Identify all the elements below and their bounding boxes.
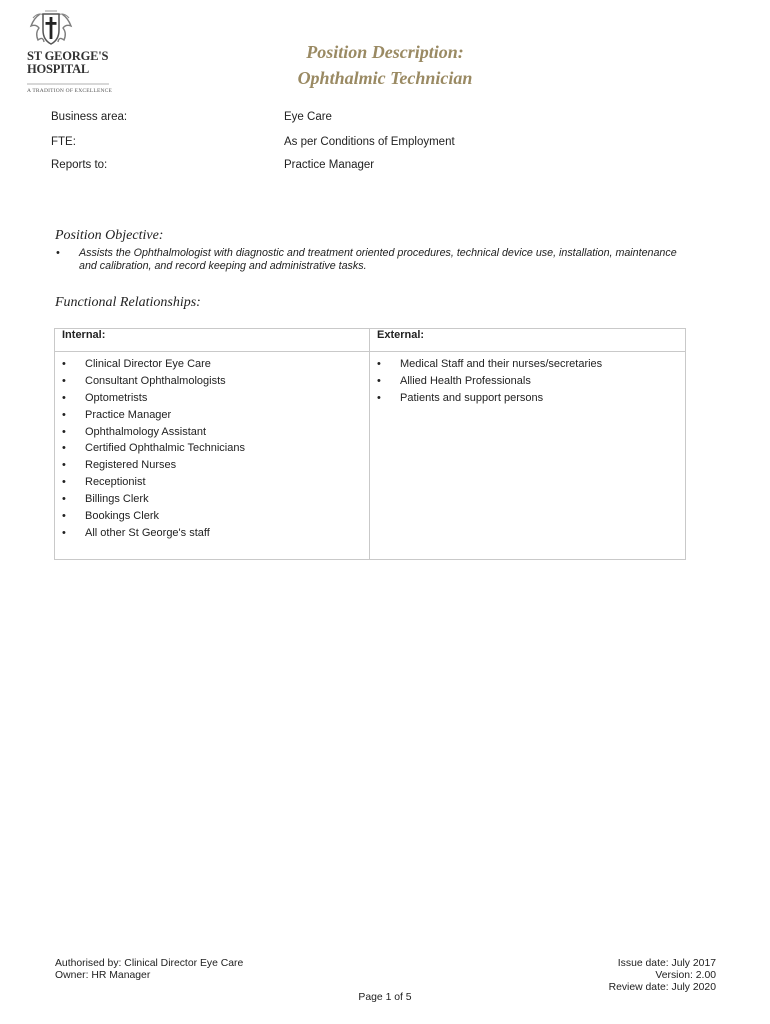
bullet-icon: • (56, 247, 60, 259)
list-item-text: Clinical Director Eye Care (85, 358, 211, 370)
footer-right (609, 958, 716, 994)
list-item-text: Optometrists (85, 391, 148, 404)
external-list (370, 357, 685, 408)
position-objective-text: Assists the Ophthalmologist with diagnostic and treatment oriented procedures, technical device use, installation, maintenance and calibration, and record keeping and administrative tasks. (79, 247, 677, 272)
bullet-icon: • (377, 374, 381, 387)
bullet-icon: • (62, 510, 66, 523)
internal-list (55, 357, 369, 543)
bullet-icon: • (62, 391, 66, 404)
version: Version: 2.00 (655, 970, 716, 981)
list-item-text: All other St George's staff (85, 526, 210, 539)
footer-left (55, 958, 243, 982)
logo-divider (27, 83, 109, 85)
bullet-icon: • (62, 425, 66, 438)
list-item-text: Billings Clerk (85, 493, 149, 506)
list-item-text: Ophthalmology Assistant (85, 425, 207, 438)
document-title-line1: Position Description: (306, 42, 464, 62)
owner: Owner: HR Manager (55, 970, 151, 981)
bullet-icon: • (377, 358, 381, 370)
list-item (370, 357, 685, 374)
functional-relationships-heading: Functional Relationships: (55, 295, 201, 310)
info-label: Business area: (51, 111, 128, 123)
list-item-text: Registered Nurses (85, 459, 177, 472)
list-item (55, 475, 369, 492)
list-item-text: Allied Health Professionals (400, 374, 531, 387)
page-number: Page 1 of 5 (358, 992, 412, 1003)
review-date: Review date: July 2020 (608, 982, 716, 993)
hospital-name-line2: HOSPITAL (27, 62, 90, 76)
list-item-text: Patients and support persons (400, 391, 544, 404)
document-title-line2: Ophthalmic Technician (297, 68, 473, 88)
list-item (55, 391, 369, 408)
bullet-icon: • (62, 374, 66, 387)
list-item-text: Medical Staff and their nurses/secretaries (400, 358, 603, 370)
hospital-name (27, 50, 137, 76)
list-item (370, 391, 685, 408)
list-item (55, 425, 369, 442)
list-item (370, 374, 685, 391)
list-item (55, 374, 369, 391)
bullet-icon: • (62, 459, 66, 472)
issue-date: Issue date: July 2017 (617, 958, 716, 969)
position-objective-heading: Position Objective: (55, 228, 164, 243)
internal-header: Internal: (55, 329, 370, 352)
bullet-icon: • (62, 476, 66, 489)
list-item (55, 408, 369, 425)
bullet-icon: • (62, 526, 66, 539)
bullet-icon: • (62, 408, 66, 421)
list-item (55, 458, 369, 475)
list-item (55, 441, 369, 458)
list-item-text: Consultant Ophthalmologists (85, 374, 226, 387)
list-item-text: Certified Ophthalmic Technicians (85, 442, 245, 455)
list-item-text: Practice Manager (85, 408, 172, 421)
bullet-icon: • (62, 493, 66, 506)
bullet-icon: • (62, 358, 66, 370)
hospital-crest-icon (26, 8, 76, 48)
info-label: FTE: (51, 136, 76, 148)
list-item-text: Receptionist (85, 476, 146, 489)
authorised-by: Authorised by: Clinical Director Eye Care (55, 958, 244, 969)
list-item-text: Bookings Clerk (85, 510, 159, 523)
hospital-name-line1: ST GEORGE'S (27, 49, 109, 63)
hospital-tagline: A TRADITION OF EXCELLENCE (27, 88, 113, 94)
internal-cell (55, 352, 370, 560)
bullet-icon: • (62, 442, 66, 455)
list-item (55, 526, 369, 543)
info-label: Reports to: (51, 159, 108, 171)
list-item (55, 357, 369, 374)
list-item (55, 492, 369, 509)
external-cell (370, 352, 686, 560)
info-value: Practice Manager (284, 159, 375, 171)
bullet-icon: • (377, 391, 381, 404)
info-value: Eye Care (284, 111, 332, 123)
list-item (55, 509, 369, 526)
relationships-table (54, 328, 686, 560)
external-header: External: (370, 329, 686, 352)
info-value: As per Conditions of Employment (284, 136, 455, 148)
